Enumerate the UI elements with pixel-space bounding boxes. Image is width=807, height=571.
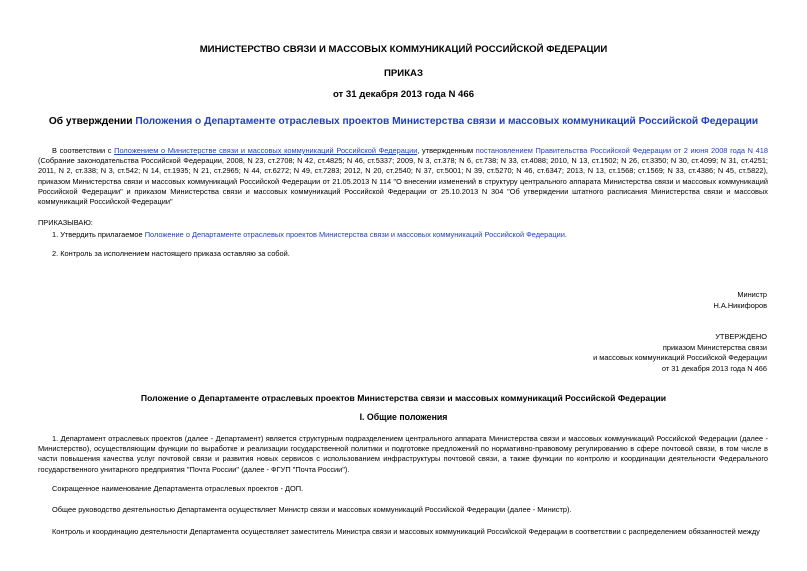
doc-title bbox=[0, 116, 807, 127]
preamble-text-3: (Собрание законодательства Российской Федерации, 2008, N 23, ст.2708; N 42, ст.4825; N 46, ст.5337; 2009, N 3, ст.378; N 6, ст.738; N 33, ст.4088; 2010, N 13, ст.1502; N 26, ст.3350; N 30, ст.4099; N 31, ст.4251; 2011, N 2, ст.338; N 3, ст.542; N 14, ст.1935; N 21, ст.2965; N 44, ст.6272; N 49, ст.7283; 2012, N 20, ст.2540; N 37, ст.5001; N 39, ст.5270; N 46, ст.6347; 2013, N 13, ст.1568; ст.1569; N 33, ст.4386; N 45, ст.5822), приказом Министерства связи и массовых коммуникаций Российской Федерации от 21.05.2013 N 114 "О внесении изменений в структуру центрального аппарата Министерства связи и массовых коммуникаций Российской Федерации" и приказом Министерства связи и массовых коммуникаций Российской Федерации от 25.10.2013 N 304 "Об утверждении штатного расписания Министерства связи и массовых коммуникаций Российской Федерации" bbox=[38, 156, 768, 207]
regulation-paragraph-3: Общее руководство деятельностью Департамента осуществляет Министр связи и массовых коммуникаций Российской Федерации (далее - Министр). bbox=[52, 505, 572, 514]
approved-regulation-link[interactable]: Положение о Департаменте отраслевых проектов Министерства связи и массовых коммуникаций Российской Федерации bbox=[144, 230, 565, 239]
order-item-2: 2. Контроль за исполнением настоящего приказа оставляю за собой. bbox=[52, 249, 290, 258]
doc-type-heading: ПРИКАЗ bbox=[384, 68, 423, 79]
doc-title-prefix: Об утверждении bbox=[48, 116, 136, 127]
regulation-paragraph-2: Сокращенное наименование Департамента отраслевых проектов - ДОП. bbox=[52, 484, 304, 493]
government-decree-link[interactable]: постановлением Правительства Российской Федерации от 2 июня 2008 года N 418 bbox=[475, 146, 769, 155]
approval-block bbox=[593, 332, 767, 374]
preamble-paragraph bbox=[38, 146, 768, 207]
preamble-text-1: В соответствии с bbox=[52, 146, 115, 155]
approval-line-3: и массовых коммуникаций Российской Федерации bbox=[593, 353, 767, 363]
regulation-title-link[interactable]: Положения о Департаменте отраслевых проектов Министерства связи и массовых коммуникаций Российской Федерации bbox=[135, 116, 759, 127]
preamble-text-2: , утвержденным bbox=[417, 146, 476, 155]
approval-line-2: приказом Министерства связи bbox=[662, 342, 767, 352]
signature-block bbox=[713, 290, 767, 311]
regulation-paragraph-1: 1. Департамент отраслевых проектов (далее - Департамент) является структурным подразделением центрального аппарата Министерства связи и массовых коммуникаций Российской Федерации (далее - Министерство), осуществляющим функции по выработке и реализации государственной политики и подготовке предложений по нормативно-правовому регулированию в сфере почтовой связи, в том числе в части повышения качества услуг почтовой связи и развития новых сервисов с использованием инфраструктуры почтовой связи, а также функции по контролю и координации деятельности Федерального государственного унитарного предприятия "Почта России" (далее - ФГУП "Почта России"). bbox=[38, 434, 768, 474]
ministry-heading: МИНИСТЕРСТВО СВЯЗИ И МАССОВЫХ КОММУНИКАЦИЙ РОССИЙСКОЙ ФЕДЕРАЦИИ bbox=[199, 44, 608, 55]
regulation-paragraph-4: Контроль и координацию деятельности Департамента осуществляет заместитель Министра связи и массовых коммуникаций Российской Федерации в соответствии с распределением обязанностей между bbox=[52, 527, 760, 536]
section-heading-1: I. Общие положения bbox=[359, 412, 448, 422]
order-item-1 bbox=[52, 230, 567, 240]
order-item-1-suffix: . bbox=[564, 230, 567, 239]
regulation-title: Положение о Департаменте отраслевых проектов Министерства связи и массовых коммуникаций Российской Федерации bbox=[140, 393, 667, 403]
approval-line-4: от 31 декабря 2013 года N 466 bbox=[661, 363, 767, 373]
signature-position: Министр bbox=[737, 290, 767, 299]
ministry-regulation-link[interactable]: Положением о Министерстве связи и массовых коммуникаций Российской Федерации bbox=[114, 146, 418, 155]
doc-date-number: от 31 декабря 2013 года N 466 bbox=[332, 89, 475, 100]
signature-name: Н.А.Никифоров bbox=[713, 300, 767, 310]
approval-line-1: УТВЕРЖДЕНО bbox=[715, 332, 767, 341]
order-label: ПРИКАЗЫВАЮ: bbox=[38, 218, 93, 227]
order-item-1-prefix: 1. Утвердить прилагаемое bbox=[52, 230, 145, 239]
